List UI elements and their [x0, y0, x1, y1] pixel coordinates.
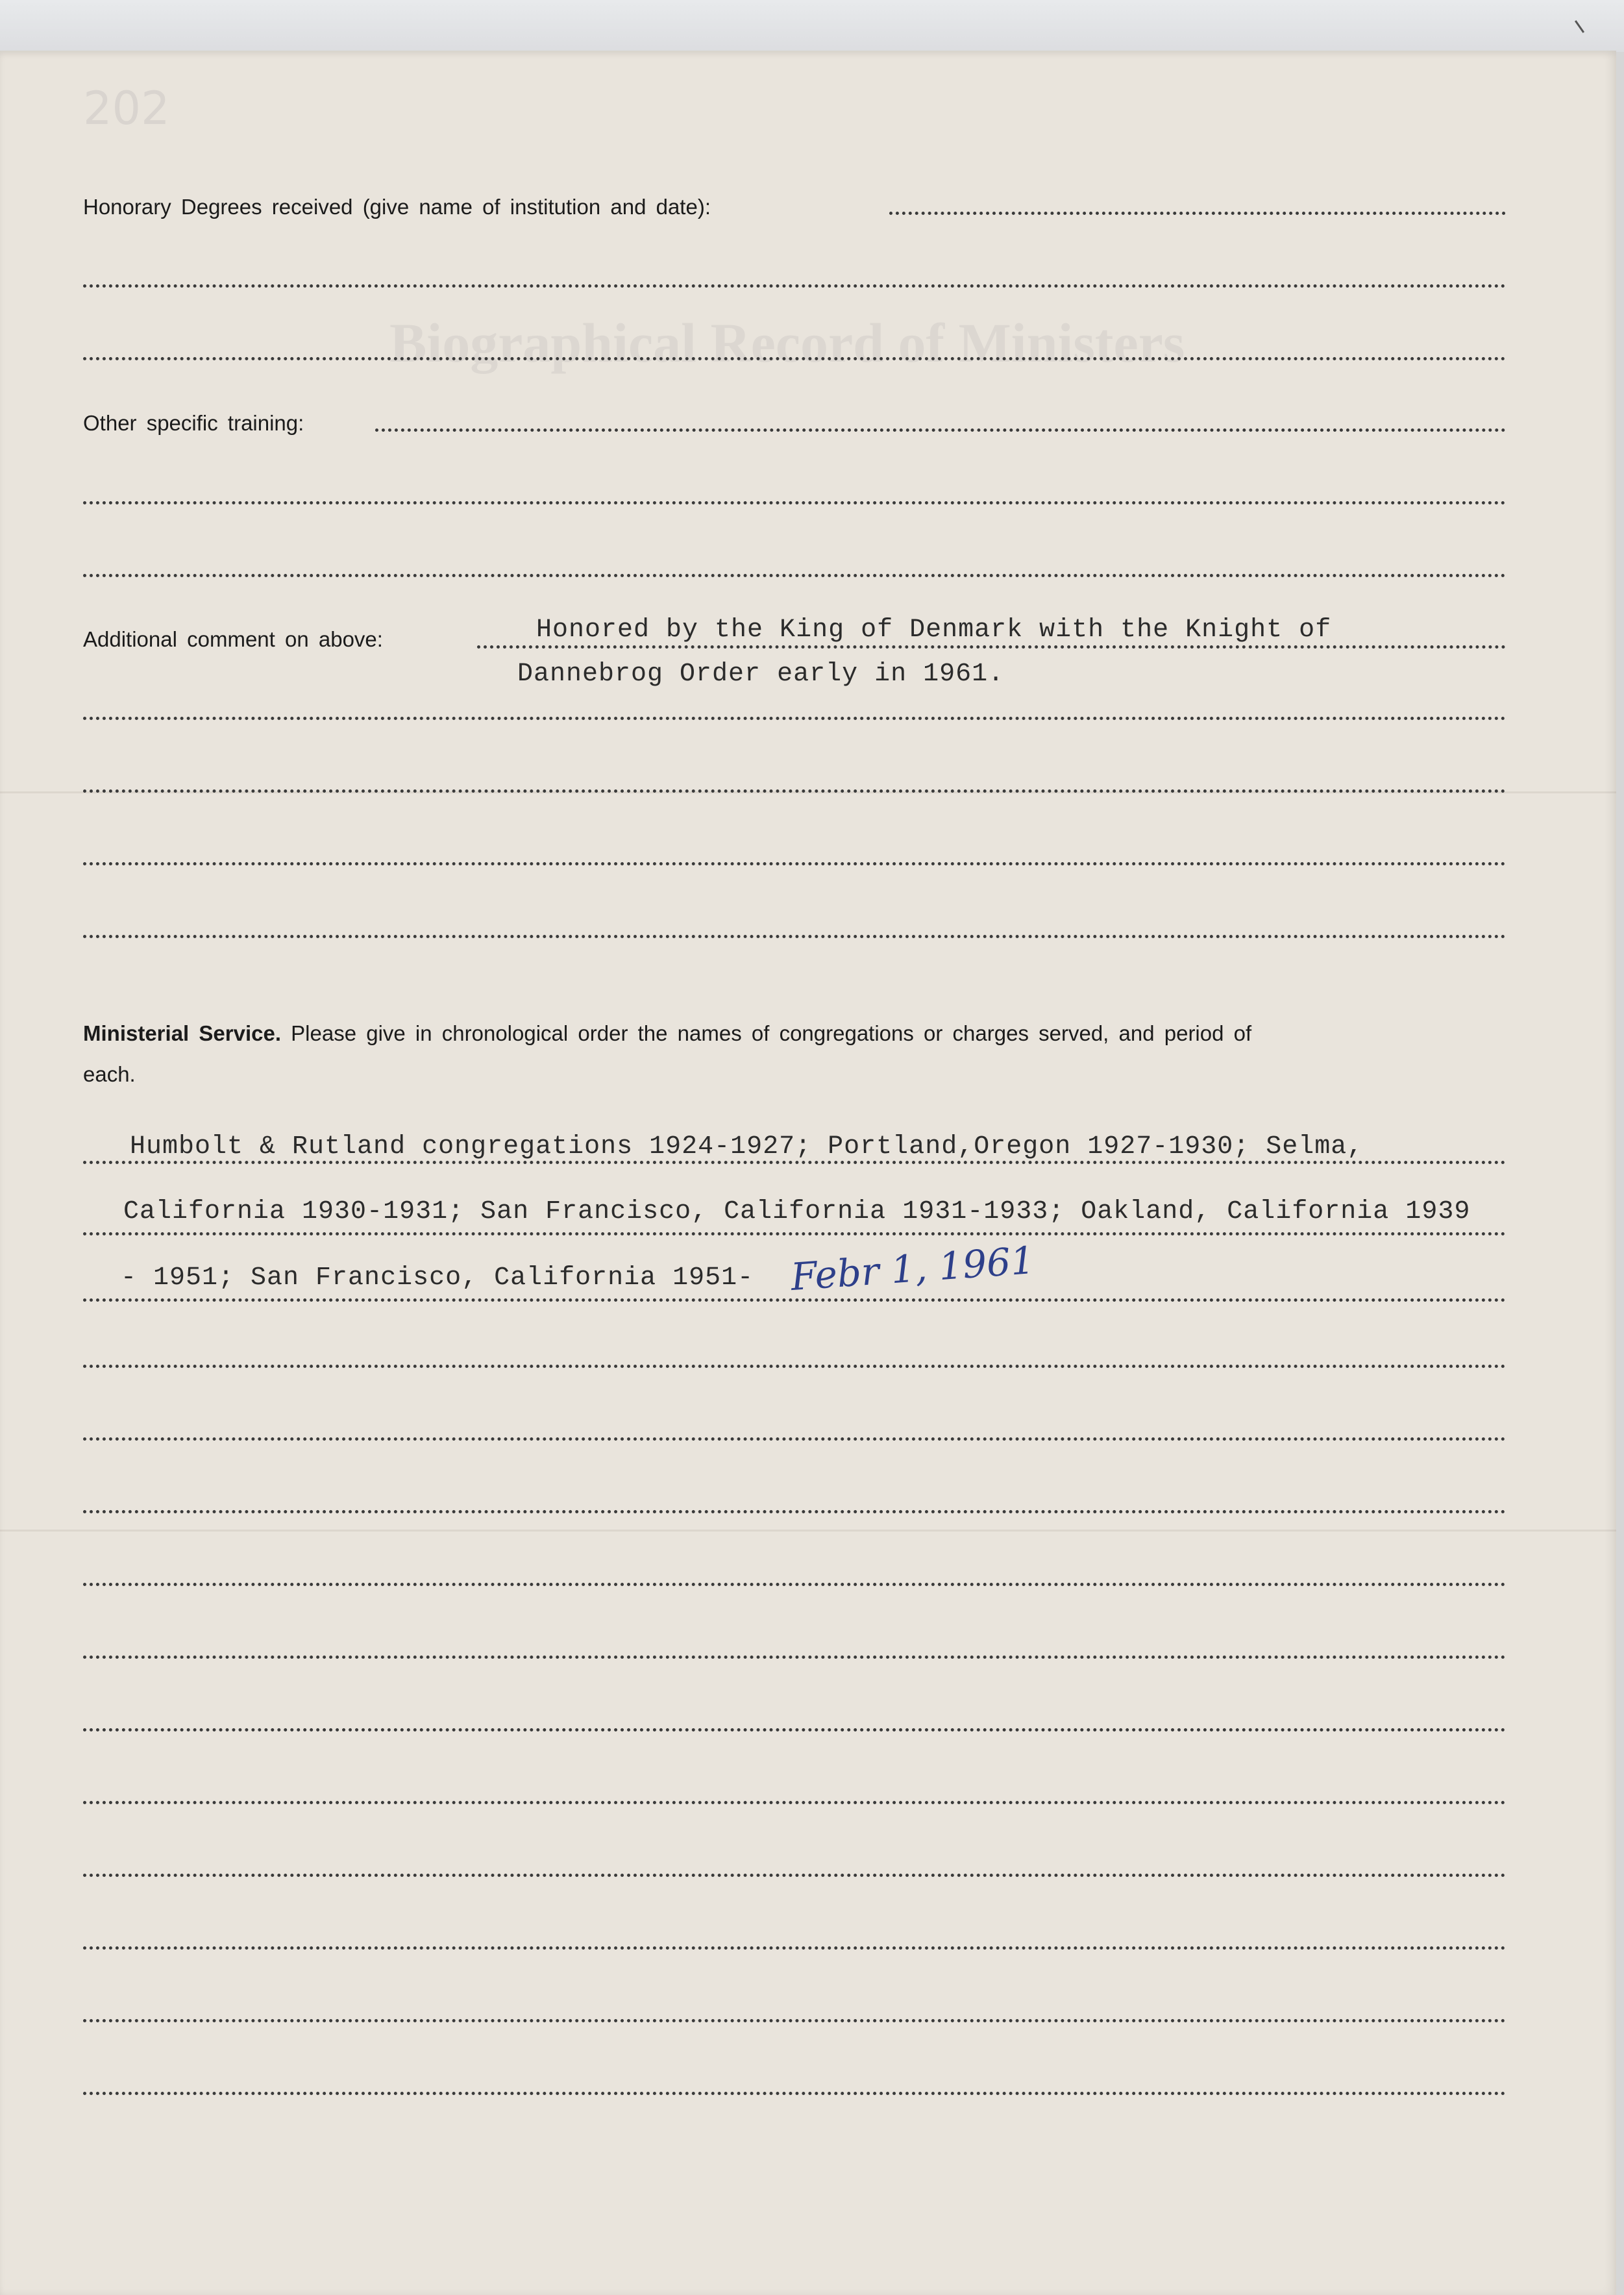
honorary-degrees-label: Honorary Degrees received (give name of institution and date): [83, 195, 711, 219]
other-training-label: Other specific training: [83, 411, 304, 435]
additional-comment-line [477, 645, 1506, 649]
additional-comment-text: Honored by the King of Denmark with the Knight of [536, 615, 1332, 645]
handwritten-date: Febr 1, 1961 [789, 1237, 1036, 1300]
scanner-edge [0, 0, 1624, 52]
additional-comment-text: Dannebrog Order early in 1961. [517, 660, 1005, 689]
fold-crease [0, 1530, 1616, 1532]
other-training-line [83, 574, 1506, 577]
honorary-degrees-line [83, 357, 1506, 360]
other-training-line [83, 501, 1506, 504]
ministerial-service-line [83, 1583, 1506, 1586]
ministerial-service-line [83, 1946, 1506, 1950]
ministerial-service-line [83, 1232, 1506, 1235]
ministerial-service-text: California 1930-1931; San Francisco, California 1931-1933; Oakland, California 1939 [123, 1197, 1471, 1226]
ministerial-service-label [83, 1021, 1251, 1046]
show-through-heading: Biographical Record of Ministers [389, 312, 1185, 374]
other-training-line [375, 428, 1506, 432]
ministerial-service-instructions: Please give in chronological order the names of congregations or charges served, and period of [291, 1021, 1252, 1045]
ministerial-service-line [83, 1510, 1506, 1513]
additional-comment-line [83, 717, 1506, 720]
ministerial-service-line [83, 1437, 1506, 1441]
page-number: 202 [83, 82, 170, 135]
ministerial-service-text: - 1951; San Francisco, California 1951- [121, 1263, 754, 1293]
additional-comment-line [83, 935, 1506, 938]
additional-comment-line [83, 789, 1506, 793]
ministerial-service-line [83, 1656, 1506, 1659]
additional-comment-line [83, 862, 1506, 865]
additional-comment-label: Additional comment on above: [83, 627, 383, 651]
ministerial-service-line [83, 1365, 1506, 1368]
form-page [0, 51, 1616, 2295]
ministerial-service-line [83, 1728, 1506, 1731]
honorary-degrees-line [83, 284, 1506, 288]
ministerial-service-line [83, 1801, 1506, 1804]
ministerial-service-line [83, 1874, 1506, 1877]
ministerial-service-title: Ministerial Service. [83, 1021, 281, 1045]
ministerial-service-label-cont: each. [83, 1062, 136, 1086]
ministerial-service-line [83, 2092, 1506, 2095]
ministerial-service-text: Humbolt & Rutland congregations 1924-1927; Portland,Oregon 1927-1930; Selma, [130, 1132, 1364, 1161]
honorary-degrees-line [889, 212, 1506, 215]
ministerial-service-line [83, 2019, 1506, 2022]
